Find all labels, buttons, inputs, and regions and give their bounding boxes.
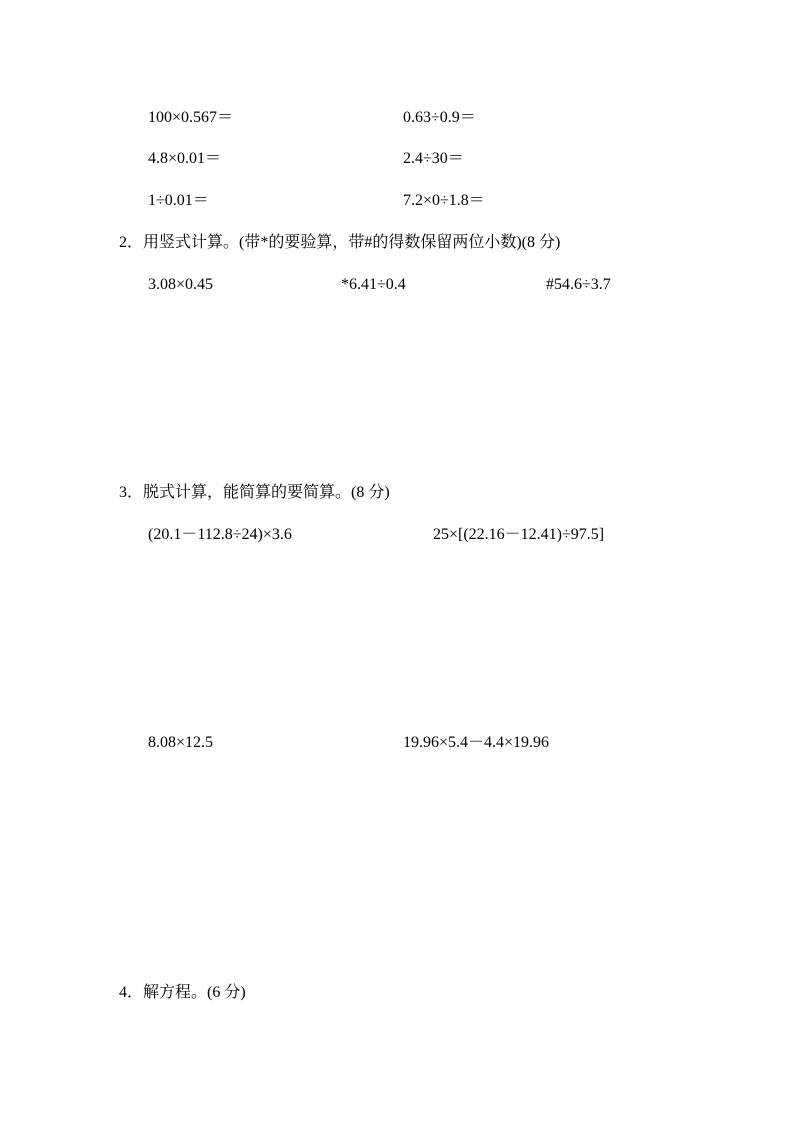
section-3-title: 脱式计算，能简算的要简算。(8 分) xyxy=(143,484,390,501)
section-4-title: 解方程。(6 分) xyxy=(143,984,246,1001)
section-4-heading xyxy=(119,983,246,1003)
section-2-number: 2． xyxy=(119,234,144,251)
vertical-calc-problem: *6.41÷0.4 xyxy=(341,276,406,293)
oral-calc-item: 100×0.567＝ xyxy=(148,109,234,126)
stepwise-calc-problem: (20.1－112.8÷24)×3.6 xyxy=(148,526,292,543)
oral-calc-item: 0.63÷0.9＝ xyxy=(403,109,476,126)
oral-calc-item: 7.2×0÷1.8＝ xyxy=(403,192,485,209)
vertical-calc-problem: #54.6÷3.7 xyxy=(546,276,611,293)
section-4-number: 4． xyxy=(119,984,144,1001)
oral-calc-item: 4.8×0.01＝ xyxy=(148,150,222,167)
stepwise-calc-problem: 25×[(22.16－12.41)÷97.5] xyxy=(433,526,605,543)
stepwise-calc-problem: 19.96×5.4－4.4×19.96 xyxy=(403,734,550,751)
vertical-calc-problem: 3.08×0.45 xyxy=(148,276,214,293)
oral-calc-item: 2.4÷30＝ xyxy=(403,150,464,167)
section-2-title: 用竖式计算。(带*的要验算，带#的得数保留两位小数)(8 分) xyxy=(143,234,561,251)
oral-calc-item: 1÷0.01＝ xyxy=(148,192,209,209)
section-3-heading xyxy=(119,483,390,503)
stepwise-calc-problem: 8.08×12.5 xyxy=(148,734,214,751)
section-3-number: 3． xyxy=(119,484,144,501)
section-2-heading xyxy=(119,233,560,253)
